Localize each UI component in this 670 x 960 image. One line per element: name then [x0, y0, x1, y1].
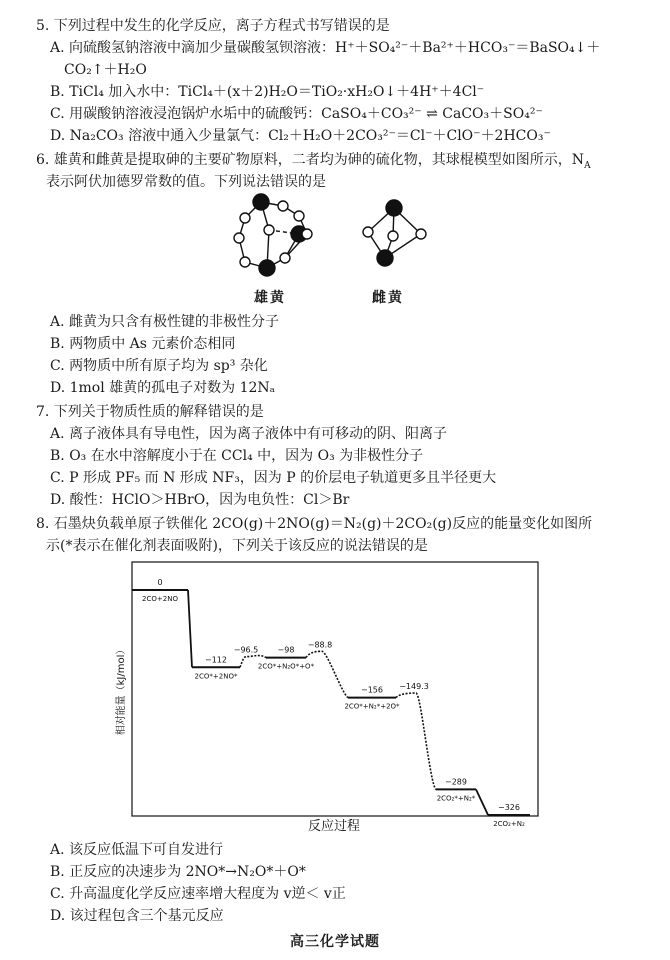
q8-option-a: A. 该反应低温下可自发进行: [50, 842, 224, 858]
q8-option-b: B. 正反应的决速步为 2NO*→N₂O*＋O*: [50, 864, 306, 880]
species-label: 2CO+2NO: [142, 595, 178, 603]
chart-x-axis-label: 反应过程: [307, 819, 361, 834]
energy-step: [476, 789, 488, 815]
q5-option-b: B. TiCl₄ 加入水中：TiCl₄＋(x＋2)H₂O＝TiO₂·xH₂O↓＋4H⁺＋4Cl⁻: [50, 84, 485, 100]
molecule-models: [225, 192, 440, 287]
q7-option-c: C. P 形成 PF₅ 而 N 形成 NF₃，因为 P 的价层电子轨道更多且半径更大: [50, 470, 497, 486]
q7-option-d: D. 酸性：HClO＞HBrO，因为电负性：Cl＞Br: [50, 492, 350, 508]
level-value-label: −156: [361, 685, 383, 695]
transition-curve: [396, 693, 436, 789]
q6-option-b: B. 两物质中 As 元素价态相同: [50, 336, 236, 352]
species-label: 2CO₂+N₂: [493, 819, 525, 828]
level-value-label: −289: [445, 777, 467, 787]
q5-option-d: D. Na₂CO₃ 溶液中通入少量氯气：Cl₂＋H₂O＋2CO₃²⁻＝Cl⁻＋ClO⁻＋2HCO₃⁻: [50, 128, 551, 144]
energy-profile-chart: [110, 558, 542, 836]
chart-frame: [132, 562, 538, 816]
q8-option-c: C. 升高温度化学反应速率增大程度为 v逆＜ v正: [50, 886, 346, 902]
q5-stem: 5. 下列过程中发生的化学反应，离子方程式书写错误的是: [36, 18, 390, 34]
realgar-caption: 雄黄: [254, 290, 286, 306]
species-label: 2CO*+2NO*: [194, 672, 238, 681]
q8-option-d: D. 该过程包含三个基元反应: [50, 908, 224, 924]
transition-curve: [306, 651, 348, 697]
q8-stem-line2: 示(*表示在催化剂表面吸附)，下列关于该反应的说法错误的是: [46, 538, 428, 554]
ts-value-label: −96.5: [233, 645, 259, 655]
level-value-label: −326: [498, 802, 520, 812]
species-label: 2CO₂*+N₂*: [436, 794, 476, 803]
level-value-label: −98: [277, 645, 295, 655]
q5-option-a-cont: CO₂↑＋H₂O: [64, 62, 147, 78]
realgar-model: [234, 194, 312, 276]
q6-option-d: D. 1mol 雄黄的孤电子对数为 12Nₐ: [50, 380, 276, 396]
chart-y-axis-label: 相对能量（kJ/mol）: [116, 644, 127, 736]
ts-value-label: −88.8: [307, 640, 333, 650]
q6-stem-line2: 表示阿伏加德罗常数的值。下列说法错误的是: [46, 174, 326, 190]
q7-stem: 7. 下列关于物质性质的解释错误的是: [36, 404, 264, 420]
q7-option-b: B. O₃ 在水中溶解度小于在 CCl₄ 中，因为 O₃ 为非极性分子: [50, 448, 424, 464]
q6-option-c: C. 两物质中所有原子均为 sp³ 杂化: [50, 358, 268, 374]
q7-option-a: A. 离子液体具有导电性，因为离子液体中有可移动的阴、阳离子: [50, 426, 448, 442]
orpiment-model: [363, 200, 426, 266]
q6-stem-line1: 6. 雄黄和雌黄是提取砷的主要矿物原料，二者均为砷的硫化物，其球棍模型如图所示，$N_A$: [36, 152, 591, 171]
species-label: 2CO*+N₂*+2O*: [344, 702, 400, 711]
q5-option-a: A. 向硫酸氢钠溶液中滴加少量碳酸氢钡溶液：H⁺＋SO₄²⁻＋Ba²⁺＋HCO₃⁻＝BaSO₄↓＋: [50, 40, 601, 56]
page-footer: 高三化学试题: [290, 934, 380, 950]
level-value-label: 0: [157, 578, 163, 587]
q8-stem-line1: 8. 石墨炔负载单原子铁催化 2CO(g)＋2NO(g)＝N₂(g)＋2CO₂(g)反应的能量变化如图所: [36, 516, 593, 532]
energy-step: [188, 590, 192, 667]
ts-value-label: −149.3: [399, 682, 429, 692]
q6-option-a: A. 雌黄为只含有极性键的非极性分子: [50, 314, 280, 330]
species-label: 2CO*+N₂O*+O*: [257, 662, 315, 671]
level-value-label: −112: [205, 655, 227, 665]
q5-option-c: C. 用碳酸钠溶液浸泡锅炉水垢中的硫酸钙：CaSO₄＋CO₃²⁻ ⇌ CaCO₃＋SO₄²⁻: [50, 106, 543, 122]
orpiment-caption: 雌黄: [372, 290, 404, 306]
